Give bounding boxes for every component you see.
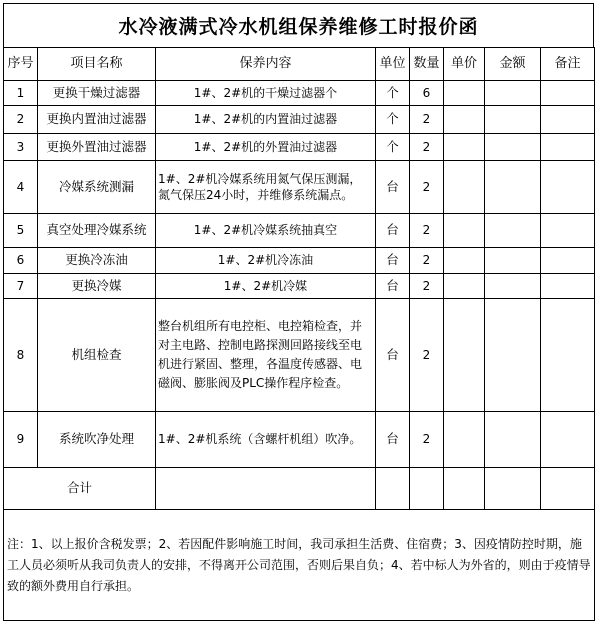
total-label: 合计 [4, 468, 156, 510]
row-content: 1#、2#机系统（含螺杆机组）吹净。 [156, 412, 376, 468]
row-no: 1 [4, 81, 38, 106]
header-amount: 金额 [485, 48, 541, 81]
table-row [4, 161, 595, 214]
row-remark [541, 161, 595, 214]
row-no: 6 [4, 248, 38, 274]
row-unit: 个 [376, 106, 410, 134]
row-item: 更换内置油过滤器 [38, 106, 156, 134]
total-amount [485, 468, 541, 510]
note-text: 注：1、以上报价含税发票；2、若因配件影响施工时间，我司承担生活费、住宿费；3、因疫情防控时期，施工人员必须听从我司负责人的安排，不得离开公司范围，否则后果自负；4、若中标人为外省的，则由于疫情导致的额外费用自行承担。 [4, 510, 595, 621]
row-unit: 台 [376, 412, 410, 468]
quotation-sheet [3, 3, 594, 623]
total-unit [376, 468, 410, 510]
quotation-table [3, 47, 595, 621]
row-qty: 2 [410, 299, 444, 412]
row-unit: 台 [376, 299, 410, 412]
row-content: 1#、2#机冷媒系统抽真空 [156, 214, 376, 248]
row-item: 更换外置油过滤器 [38, 134, 156, 161]
row-item: 系统吹净处理 [38, 412, 156, 468]
row-no: 9 [4, 412, 38, 468]
total-row [4, 468, 595, 510]
table-row [4, 274, 595, 299]
header-remark: 备注 [541, 48, 595, 81]
row-unit: 个 [376, 134, 410, 161]
row-unit: 台 [376, 214, 410, 248]
row-price [444, 412, 485, 468]
total-qty [410, 468, 444, 510]
row-content: 1#、2#机冷冻油 [156, 248, 376, 274]
row-amount [485, 214, 541, 248]
row-qty: 2 [410, 106, 444, 134]
row-price [444, 299, 485, 412]
row-remark [541, 81, 595, 106]
row-remark [541, 299, 595, 412]
table-row [4, 248, 595, 274]
row-qty: 6 [410, 81, 444, 106]
row-price [444, 161, 485, 214]
table-row [4, 81, 595, 106]
row-no: 4 [4, 161, 38, 214]
row-item: 冷媒系统测漏 [38, 161, 156, 214]
table-row [4, 412, 595, 468]
table-row [4, 134, 595, 161]
row-no: 2 [4, 106, 38, 134]
row-remark [541, 274, 595, 299]
row-content: 整台机组所有电控柜、电控箱检查，并对主电路、控制电路探测回路接线至电机进行紧固、整理，各温度传感器、电磁阀、膨胀阀及PLC操作程序检查。 [156, 299, 376, 412]
row-no: 8 [4, 299, 38, 412]
header-no: 序号 [4, 48, 38, 81]
row-content: 1#、2#机冷媒系统用氮气保压测漏，氮气保压24小时，并维修系统漏点。 [156, 161, 376, 214]
row-item: 机组检查 [38, 299, 156, 412]
row-no: 5 [4, 214, 38, 248]
row-item: 更换干燥过滤器 [38, 81, 156, 106]
header-price: 单价 [444, 48, 485, 81]
header-row [4, 48, 595, 81]
total-remark [541, 468, 595, 510]
header-item: 项目名称 [38, 48, 156, 81]
row-amount [485, 274, 541, 299]
row-unit: 台 [376, 248, 410, 274]
row-remark [541, 248, 595, 274]
row-no: 7 [4, 274, 38, 299]
row-unit: 台 [376, 274, 410, 299]
note-row [4, 510, 595, 621]
row-remark [541, 214, 595, 248]
row-content: 1#、2#机的外置油过滤器 [156, 134, 376, 161]
row-qty: 2 [410, 274, 444, 299]
row-amount [485, 299, 541, 412]
table-row [4, 214, 595, 248]
row-price [444, 274, 485, 299]
row-amount [485, 81, 541, 106]
row-remark [541, 412, 595, 468]
table-row [4, 106, 595, 134]
row-price [444, 106, 485, 134]
row-no: 3 [4, 134, 38, 161]
row-amount [485, 106, 541, 134]
header-qty: 数量 [410, 48, 444, 81]
row-price [444, 214, 485, 248]
row-unit: 个 [376, 81, 410, 106]
row-item: 更换冷媒 [38, 274, 156, 299]
row-item: 更换冷冻油 [38, 248, 156, 274]
row-amount [485, 412, 541, 468]
row-qty: 2 [410, 214, 444, 248]
total-content [156, 468, 376, 510]
row-amount [485, 134, 541, 161]
row-content: 1#、2#机的干燥过滤器个 [156, 81, 376, 106]
row-qty: 2 [410, 248, 444, 274]
row-price [444, 81, 485, 106]
row-unit: 台 [376, 161, 410, 214]
sheet-title: 水冷液满式冷水机组保养维修工时报价函 [3, 3, 594, 48]
total-price [444, 468, 485, 510]
row-remark [541, 134, 595, 161]
row-amount [485, 161, 541, 214]
row-remark [541, 106, 595, 134]
row-qty: 2 [410, 412, 444, 468]
header-content: 保养内容 [156, 48, 376, 81]
row-qty: 2 [410, 134, 444, 161]
row-qty: 2 [410, 161, 444, 214]
table-row [4, 299, 595, 412]
row-amount [485, 248, 541, 274]
row-price [444, 248, 485, 274]
row-item: 真空处理冷媒系统 [38, 214, 156, 248]
row-content: 1#、2#机的内置油过滤器 [156, 106, 376, 134]
header-unit: 单位 [376, 48, 410, 81]
row-content: 1#、2#机冷媒 [156, 274, 376, 299]
row-price [444, 134, 485, 161]
